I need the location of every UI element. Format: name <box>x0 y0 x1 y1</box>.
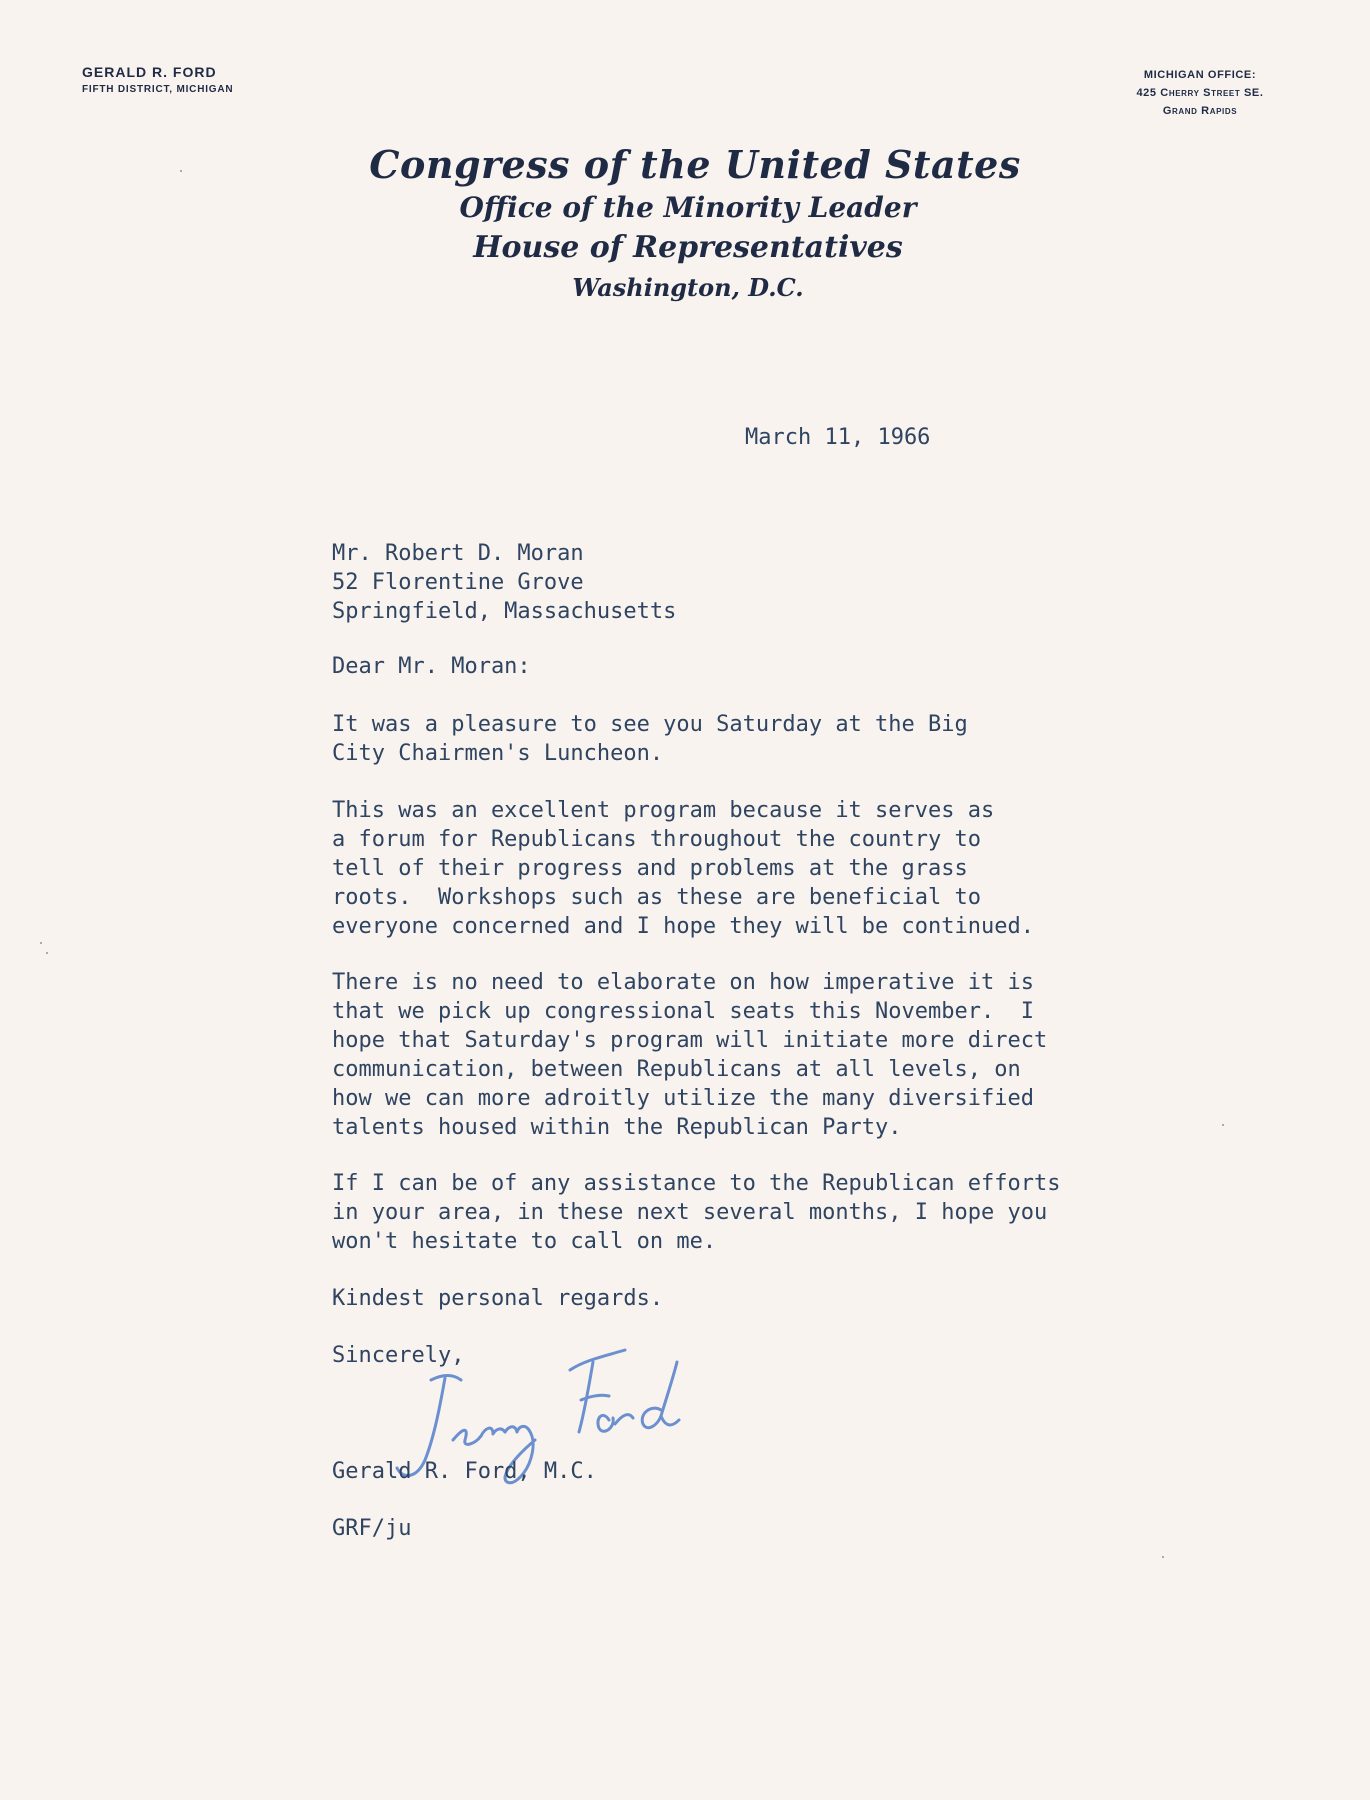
masthead <box>0 142 1370 302</box>
closing-sincerely: Sincerely, <box>332 1343 465 1368</box>
letterhead-office <box>1110 66 1290 120</box>
office-city: Grand Rapids <box>1162 105 1238 117</box>
salutation: Dear Mr. Moran: <box>332 654 531 679</box>
letter-date: March 11, 1966 <box>745 425 931 450</box>
paper-speck <box>40 942 42 944</box>
typist-initials: GRF/ju <box>332 1516 412 1541</box>
recipient-address: Mr. Robert D. Moran 52 Florentine Grove Springfield, Massachusetts <box>332 541 677 624</box>
paper-speck <box>46 952 48 954</box>
sender-name: GERALD R. FORD <box>82 64 217 80</box>
paper-speck <box>180 170 182 172</box>
sender-district: FIFTH DISTRICT, MICHIGAN <box>82 84 234 95</box>
office-label: MICHIGAN OFFICE: <box>1143 69 1257 81</box>
masthead-office: Office of the Minority Leader <box>459 191 917 224</box>
signature-name: Gerald R. Ford, M.C. <box>332 1459 597 1484</box>
body-paragraph-1: It was a pleasure to see you Saturday at the Big City Chairmen's Luncheon. <box>332 712 968 766</box>
body-paragraph-4: If I can be of any assistance to the Republican efforts in your area, in these next several months, I hope you won't hesitate to call on me. <box>332 1171 1061 1254</box>
letterhead-sender <box>82 64 233 95</box>
masthead-house: House of Representatives <box>473 230 903 265</box>
body-paragraph-2: This was an excellent program because it serves as a forum for Republicans throughout the country to tell of their progress and problems at the grass roots. Workshops such as these are beneficial to everyone concerned and I hope they will be continued. <box>332 798 1034 939</box>
masthead-congress: Congress of the United States <box>369 142 1021 187</box>
paper-speck <box>1162 1556 1164 1558</box>
closing-regards: Kindest personal regards. <box>332 1286 664 1311</box>
body-paragraph-3: There is no need to elaborate on how imperative it is that we pick up congressional seats this November. I hope that Saturday's program will initiate more direct communication, between Republicans at all levels, on how we can more adroitly utilize the many diversified talents housed within the Republican Party. <box>332 970 1048 1140</box>
office-street: 425 Cherry Street SE. <box>1136 87 1264 99</box>
masthead-city: Washington, D.C. <box>572 273 804 302</box>
paper-speck <box>1222 1124 1224 1126</box>
